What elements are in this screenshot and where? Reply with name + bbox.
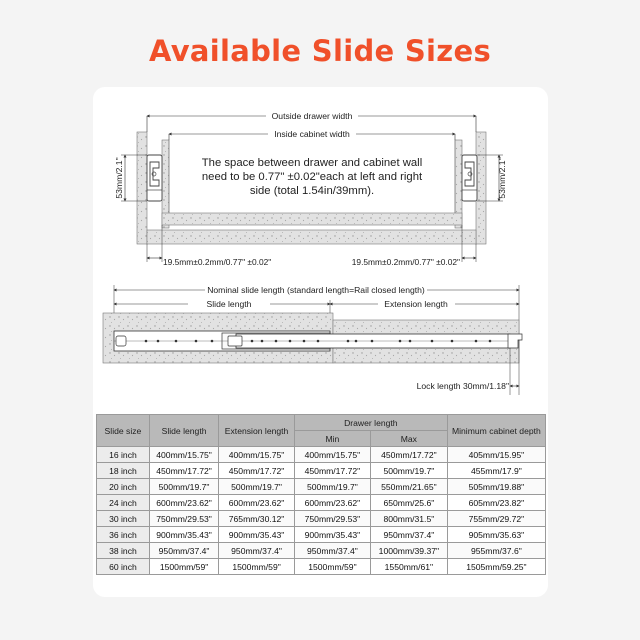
cell-extension-length: 600mm/23.62" — [219, 495, 295, 511]
gap-note-line-2: need to be 0.77" ±0.02"each at left and right — [201, 171, 423, 183]
slide-size-table — [96, 414, 546, 575]
table-row — [97, 511, 546, 527]
table-row — [97, 543, 546, 559]
cell-slide-length: 1500mm/59" — [149, 559, 218, 575]
cell-slide-length: 500mm/19.7" — [149, 479, 218, 495]
cell-drawer-min: 900mm/35.43" — [294, 527, 370, 543]
table-row — [97, 447, 546, 463]
cabinet-wall-right — [476, 132, 486, 244]
slide-length-diagram — [103, 285, 522, 395]
cell-extension-length: 500mm/19.7" — [219, 479, 295, 495]
slide-length-label: Slide length — [206, 299, 252, 309]
cell-slide-size: 16 inch — [97, 447, 150, 463]
table-row — [97, 495, 546, 511]
drawer-bottom — [162, 213, 462, 225]
gap-label-left: 19.5mm±0.2mm/0.77" ±0.02" — [163, 257, 272, 267]
cell-drawer-max: 650mm/25.6" — [370, 495, 447, 511]
cell-slide-length: 950mm/37.4" — [149, 543, 218, 559]
lock-length-label: Lock length 30mm/1.18" — [416, 381, 509, 391]
header-drawer-max: Max — [370, 431, 447, 447]
rail-end-cap — [116, 336, 126, 346]
cell-extension-length: 765mm/30.12" — [219, 511, 295, 527]
cabinet-bottom — [147, 230, 476, 244]
gap-label-right: 19.5mm±0.2mm/0.77" ±0.02" — [351, 257, 460, 267]
cell-slide-length: 750mm/29.53" — [149, 511, 218, 527]
cell-drawer-max: 800mm/31.5" — [370, 511, 447, 527]
cell-drawer-min: 400mm/15.75" — [294, 447, 370, 463]
cell-slide-length: 400mm/15.75" — [149, 447, 218, 463]
cell-slide-length: 900mm/35.43" — [149, 527, 218, 543]
inside-cabinet-width-label: Inside cabinet width — [274, 129, 350, 139]
cell-drawer-max: 450mm/17.72" — [370, 447, 447, 463]
cell-extension-length: 1500mm/59" — [219, 559, 295, 575]
header-slide-length: Slide length — [149, 415, 218, 447]
height-label-right: 53mm/2.1" — [497, 157, 507, 199]
cabinet-wall-left — [137, 132, 147, 244]
cell-drawer-max: 950mm/37.4" — [370, 527, 447, 543]
cell-drawer-max: 500mm/19.7" — [370, 463, 447, 479]
table-row — [97, 559, 546, 575]
gap-note-line-1: The space between drawer and cabinet wall — [201, 157, 423, 169]
ball-cage-lock — [228, 336, 242, 346]
cell-slide-size: 20 inch — [97, 479, 150, 495]
cell-min-cabinet-depth: 905mm/35.63" — [447, 527, 545, 543]
cell-drawer-min: 1500mm/59" — [294, 559, 370, 575]
cell-drawer-min: 950mm/37.4" — [294, 543, 370, 559]
gap-note-line-3: side (total 1.54in/39mm). — [249, 185, 375, 197]
header-extension-length: Extension length — [219, 415, 295, 447]
cell-drawer-max: 550mm/21.65" — [370, 479, 447, 495]
cell-extension-length: 450mm/17.72" — [219, 463, 295, 479]
cell-slide-size: 36 inch — [97, 527, 150, 543]
cell-min-cabinet-depth: 605mm/23.82" — [447, 495, 545, 511]
cell-slide-size: 38 inch — [97, 543, 150, 559]
cell-min-cabinet-depth: 455mm/17.9" — [447, 463, 545, 479]
cell-slide-length: 450mm/17.72" — [149, 463, 218, 479]
table-row — [97, 479, 546, 495]
cell-extension-length: 400mm/15.75" — [219, 447, 295, 463]
cell-min-cabinet-depth: 1505mm/59.25" — [447, 559, 545, 575]
cell-drawer-min: 600mm/23.62" — [294, 495, 370, 511]
header-slide-size: Slide size — [97, 415, 150, 447]
cabinet-cross-section — [114, 111, 507, 267]
cell-slide-size: 60 inch — [97, 559, 150, 575]
cell-drawer-min: 450mm/17.72" — [294, 463, 370, 479]
cell-min-cabinet-depth: 955mm/37.6" — [447, 543, 545, 559]
cell-min-cabinet-depth: 755mm/29.72" — [447, 511, 545, 527]
cell-min-cabinet-depth: 405mm/15.95" — [447, 447, 545, 463]
header-min-cabinet-depth: Minimum cabinet depth — [447, 415, 545, 447]
cell-extension-length: 950mm/37.4" — [219, 543, 295, 559]
cell-drawer-max: 1000mm/39.37" — [370, 543, 447, 559]
extension-length-label: Extension length — [384, 299, 448, 309]
slide-profile-left — [147, 155, 162, 201]
cell-drawer-max: 1550mm/61" — [370, 559, 447, 575]
nominal-length-label: Nominal slide length (standard length=Rail closed length) — [207, 285, 425, 295]
height-label-left: 53mm/2.1" — [114, 157, 124, 199]
cell-extension-length: 900mm/35.43" — [219, 527, 295, 543]
cell-slide-size: 30 inch — [97, 511, 150, 527]
cell-drawer-min: 500mm/19.7" — [294, 479, 370, 495]
table-row — [97, 527, 546, 543]
lock-lever — [508, 334, 522, 348]
table-row — [97, 463, 546, 479]
cell-drawer-min: 750mm/29.53" — [294, 511, 370, 527]
cell-min-cabinet-depth: 505mm/19.88" — [447, 479, 545, 495]
cell-slide-size: 18 inch — [97, 463, 150, 479]
header-drawer-length: Drawer length — [294, 415, 447, 431]
outside-drawer-width-label: Outside drawer width — [271, 111, 353, 121]
header-drawer-min: Min — [294, 431, 370, 447]
cell-slide-size: 24 inch — [97, 495, 150, 511]
page-title: Available Slide Sizes — [148, 34, 492, 68]
cell-slide-length: 600mm/23.62" — [149, 495, 218, 511]
slide-profile-right — [462, 155, 477, 201]
